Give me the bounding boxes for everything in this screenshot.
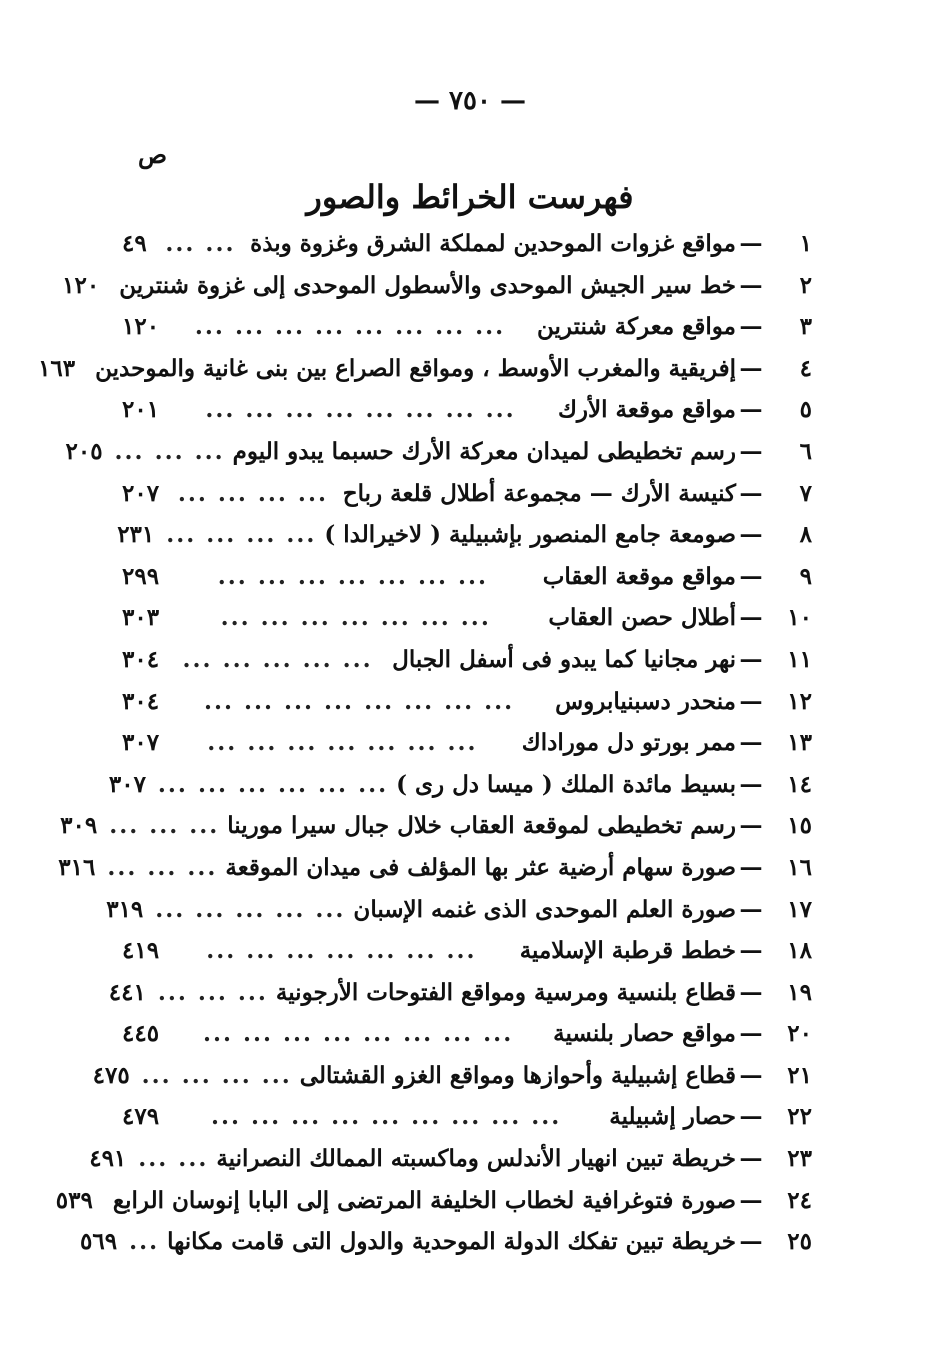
entry-dash: —	[739, 645, 763, 673]
toc-entry	[122, 396, 812, 438]
entry-page-number: ٢٩٩	[122, 562, 160, 590]
entry-number: ١٧	[787, 895, 812, 923]
entry-leader-dots: ... ... ... ... ... ... ...	[206, 937, 477, 965]
entry-title: قطاع إشبيلية وأحوازها ومواقع الغزو القشتالى	[299, 1061, 736, 1089]
toc-entry	[65, 437, 812, 480]
entry-leader-dots: ... ... ...	[114, 437, 225, 465]
toc-entry	[108, 770, 812, 813]
entry-title: خريطة تبين تفكك الدولة الموحدية والدول التى قامت مكانها	[167, 1228, 736, 1256]
entry-dash: —	[739, 770, 763, 798]
entry-leader-dots: ... ... ... ...	[166, 521, 317, 549]
entry-dash: —	[739, 271, 763, 299]
entry-title: صورة العلم الموحدى الذى غنمه الإسبان	[353, 895, 736, 923]
toc-entry	[108, 978, 812, 1021]
entry-number: ١	[799, 230, 812, 257]
entry-leader-dots: ... ...	[165, 230, 236, 257]
entry-leader-dots: ... ... ... ... ... ... ...	[217, 562, 488, 590]
entry-dash: —	[739, 1186, 763, 1214]
entry-leader-dots: ... ... ... ... ... ... ...	[220, 604, 491, 632]
entry-title: رسم تخطيطى لميدان معركة الأرك حسبما يبدو اليوم	[232, 437, 736, 465]
entry-leader-dots: ...	[129, 1228, 160, 1256]
entry-number: ١٦	[787, 853, 812, 881]
page-title: فهرست الخرائط والصور	[306, 178, 634, 216]
entry-title: قطاع بلنسية ومرسية ومواقع الفتوحات الأرجونية	[275, 978, 736, 1006]
entry-leader-dots: ... ... ... ... ... ... ... ...	[194, 313, 506, 341]
toc-entry	[38, 354, 812, 397]
entry-number: ١٢	[787, 687, 812, 715]
entry-number: ٢٠	[787, 1020, 812, 1048]
entry-dash: —	[739, 313, 763, 341]
toc-entry	[122, 646, 812, 688]
entry-number: ١٨	[787, 937, 812, 965]
entry-dash: —	[739, 978, 763, 1006]
entry-dash: —	[739, 521, 763, 549]
entry-title: نهر مجانيا كما يبدو فى أسفل الجبال	[392, 645, 736, 673]
entry-title: مواقع موقعة الأرك	[557, 396, 736, 424]
toc-entry	[58, 853, 812, 896]
toc-entry	[106, 895, 812, 938]
toc-entry	[80, 1228, 812, 1270]
toc-entry	[122, 937, 812, 979]
toc-entry	[117, 521, 812, 563]
entry-title: حصار إشبيلية	[609, 1103, 736, 1131]
entry-number: ٢٣	[787, 1145, 812, 1173]
entry-title: خط سير الجيش الموحدى والأسطول الموحدى إلى غزوة شنترين	[119, 271, 736, 299]
entry-dash: —	[739, 1020, 763, 1048]
entry-page-number: ٣١٦	[58, 853, 96, 881]
entry-number: ٢٤	[787, 1186, 812, 1214]
entry-page-number: ٤٩١	[89, 1145, 127, 1173]
entry-leader-dots: ... ... ...	[107, 853, 218, 881]
entry-leader-dots: ... ... ... ...	[141, 1061, 292, 1089]
entry-leader-dots: ... ... ... ... ...	[155, 895, 346, 923]
entry-dash: —	[739, 604, 763, 632]
entry-dash: —	[739, 396, 763, 424]
toc-entry	[122, 230, 812, 272]
entry-dash: —	[739, 853, 763, 881]
toc-entry	[60, 812, 812, 854]
entry-page-number: ٤٤١	[108, 978, 146, 1006]
entry-leader-dots: ... ... ... ... ... ... ... ...	[202, 1020, 514, 1048]
entry-page-number: ٢٣١	[117, 521, 155, 549]
entry-number: ٨	[799, 521, 812, 549]
entry-number: ٢٥	[787, 1228, 812, 1256]
entry-title: صورة سهام أرضية عثر بها المؤلف فى ميدان الموقعة	[225, 853, 736, 881]
entry-number: ٣	[799, 313, 812, 341]
entry-page-number: ٤١٩	[122, 937, 160, 965]
entry-page-number: ٤٩	[122, 230, 147, 257]
entry-page-number: ٣٠٧	[108, 770, 146, 798]
entry-page-number: ١٢٠	[62, 271, 100, 299]
entry-dash: —	[739, 562, 763, 590]
entry-number: ١١	[787, 645, 812, 673]
toc-entry	[92, 1061, 812, 1104]
toc-entry	[122, 563, 812, 605]
page-number: — ٧٥٠ —	[413, 86, 527, 116]
entry-number: ١٩	[787, 978, 812, 1006]
entry-number: ٩	[799, 562, 812, 590]
entry-dash: —	[739, 354, 763, 382]
entry-number: ١٤	[787, 770, 812, 798]
entry-page-number: ٤٤٥	[122, 1020, 160, 1048]
toc-entry	[122, 729, 812, 771]
entry-title: صومعة جامع المنصور بإشبيلية ( لاخيرالدا )	[324, 521, 736, 549]
entry-page-number: ١٢٠	[122, 313, 160, 341]
entry-dash: —	[739, 437, 763, 465]
entry-title: رسم تخطيطى لموقعة العقاب خلال جبال سيرا مورينا	[227, 812, 736, 840]
toc-entry	[122, 688, 812, 730]
toc-entry	[55, 1186, 812, 1229]
entry-leader-dots: ... ... ... ... ... ... ... ...	[205, 396, 516, 424]
entry-number: ٢	[799, 271, 812, 299]
entry-dash: —	[739, 729, 763, 757]
entry-leader-dots: ... ... ...	[157, 978, 268, 1006]
entry-leader-dots: ... ... ... ...	[177, 479, 328, 507]
entry-number: ٢٢	[787, 1103, 812, 1131]
entry-page-number: ٣٠٣	[122, 604, 160, 632]
entry-title: مواقع غزوات الموحدين لمملكة الشرق وغزوة وبذة	[250, 230, 736, 257]
entry-leader-dots: ... ... ... ... ...	[182, 645, 373, 673]
entry-page-number: ٣٠٧	[122, 729, 160, 757]
entry-title: صورة فتوغرافية لخطاب الخليفة المرتضى إلى البابا إنوسان الرابع	[112, 1186, 736, 1214]
entry-dash: —	[739, 687, 763, 715]
entry-number: ١٣	[787, 729, 812, 757]
entry-dash: —	[739, 1103, 763, 1131]
entry-page-number: ٣١٩	[106, 895, 144, 923]
entry-dash: —	[739, 895, 763, 923]
entry-page-number: ٥٦٩	[80, 1228, 118, 1256]
entry-page-number: ٢٠٥	[65, 437, 103, 465]
toc-entry	[122, 604, 812, 646]
toc-entry	[122, 1103, 812, 1145]
entry-title: منحدر دسبنيابروس	[555, 687, 736, 715]
entry-leader-dots: ... ... ... ... ... ... ... ...	[203, 687, 515, 715]
entry-title: كنيسة الأرك — مجموعة أطلال قلعة رباح	[342, 479, 736, 507]
entry-page-number: ٢٠٧	[122, 479, 160, 507]
entry-page-number: ٣٠٩	[60, 812, 98, 840]
entry-number: ٥	[799, 396, 812, 424]
toc-entry	[122, 313, 812, 355]
entry-title: مواقع موقعة العقاب	[542, 562, 736, 590]
entry-page-number: ٤٧٥	[92, 1061, 130, 1089]
entry-title: إفريقية والمغرب الأوسط ، ومواقع الصراع بين بنى غانية والموحدين	[95, 354, 736, 382]
entry-number: ٢١	[787, 1061, 812, 1089]
entry-title: أطلال حصن العقاب	[548, 604, 736, 632]
entry-dash: —	[739, 937, 763, 965]
toc-entry	[122, 480, 812, 522]
toc-entry	[62, 271, 812, 314]
entry-dash: —	[739, 812, 763, 840]
entry-leader-dots: ... ... ... ... ... ... ...	[207, 729, 478, 757]
entry-dash: —	[739, 1228, 763, 1256]
entry-page-number: ١٦٣	[38, 354, 76, 382]
entry-number: ٤	[799, 354, 812, 382]
entry-leader-dots: ... ... ... ... ... ... ... ... ...	[211, 1103, 562, 1131]
entry-leader-dots: ... ... ...	[109, 812, 220, 840]
entry-dash: —	[739, 1061, 763, 1089]
entry-page-number: ٥٣٩	[55, 1186, 93, 1214]
entry-page-number: ٢٠١	[122, 396, 160, 424]
page-column-label: ص	[138, 140, 168, 169]
entry-title: بسيط مائدة الملك ( ميسا دل رى )	[396, 770, 736, 798]
entry-leader-dots: ... ... ... ... ... ...	[157, 770, 389, 798]
entry-number: ٦	[799, 437, 812, 465]
entry-page-number: ٤٧٩	[122, 1103, 160, 1131]
entry-page-number: ٣٠٤	[122, 645, 160, 673]
entry-title: خطط قرطبة الإسلامية	[519, 937, 736, 965]
entry-number: ٧	[799, 479, 812, 507]
entry-title: خريطة تبين انهيار الأندلس وماكسبته الممالك النصرانية	[216, 1145, 736, 1173]
entry-number: ١٥	[787, 812, 812, 840]
entry-title: مواقع معركة شنترين	[537, 313, 736, 341]
entry-dash: —	[739, 479, 763, 507]
entry-number: ١٠	[787, 604, 812, 632]
toc-entry	[122, 1020, 812, 1062]
entry-page-number: ٣٠٤	[122, 687, 160, 715]
entry-dash: —	[739, 230, 763, 257]
entry-dash: —	[739, 1145, 763, 1173]
entry-title: مواقع حصار بلنسية	[553, 1020, 736, 1048]
entry-title: ممر بورتو دل موراداك	[521, 729, 736, 757]
table-of-contents	[38, 230, 812, 1270]
toc-entry	[89, 1145, 812, 1187]
entry-leader-dots: ... ...	[138, 1145, 209, 1173]
